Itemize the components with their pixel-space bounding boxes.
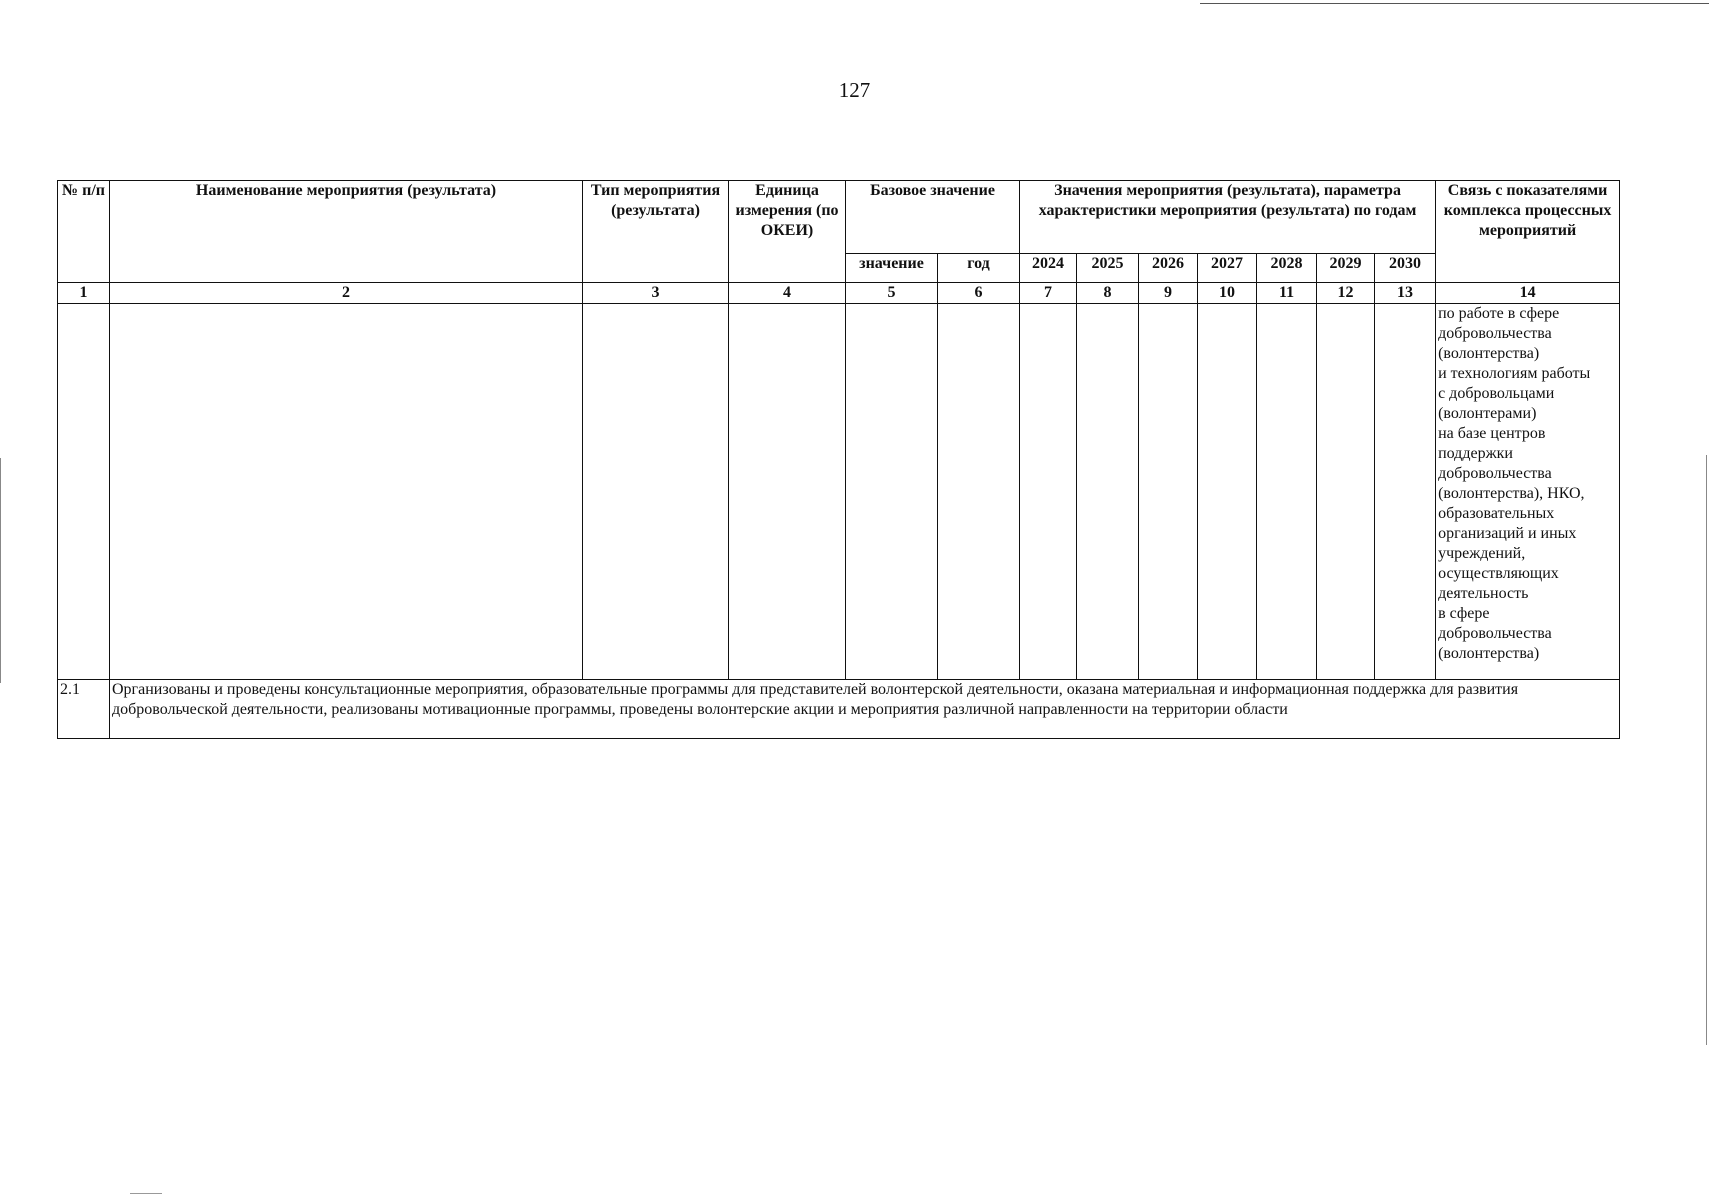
column-number: 12 bbox=[1317, 283, 1375, 304]
empty-cell bbox=[58, 304, 110, 680]
continuation-row bbox=[58, 304, 1620, 680]
header-year: 2029 bbox=[1317, 254, 1375, 283]
column-number: 2 bbox=[110, 283, 583, 304]
empty-cell bbox=[729, 304, 846, 680]
empty-cell bbox=[1375, 304, 1436, 680]
header-base-year: год bbox=[938, 254, 1020, 283]
header-base: Базовое значение bbox=[846, 181, 1020, 254]
header-link: Связь с показателями комплекса процессных мероприятий bbox=[1436, 181, 1620, 283]
header-row bbox=[58, 181, 1620, 254]
column-number: 9 bbox=[1139, 283, 1198, 304]
column-number: 1 bbox=[58, 283, 110, 304]
column-number: 7 bbox=[1020, 283, 1077, 304]
section-description: Организованы и проведены консультационные мероприятия, образовательные программы для представителей волонтерской деятельности, оказана материальная и информационная поддержка для развития добровольческой деятельности, реализованы мотивационные программы, проведены волонтерские акции и мероприятия различной направленности на территории области bbox=[110, 680, 1620, 739]
column-number: 14 bbox=[1436, 283, 1620, 304]
column-number: 3 bbox=[583, 283, 729, 304]
header-year: 2028 bbox=[1257, 254, 1317, 283]
empty-cell bbox=[1020, 304, 1077, 680]
column-number: 11 bbox=[1257, 283, 1317, 304]
link-cell: по работе в сфере добровольчества (волонтерства) и технологиям работы с добровольцами (волонтерами) на базе центров поддержки добровольчества (волонтерства), НКО, образовательных организаций и иных учреждений, осуществляющих деятельность в сфере добровольчества (волонтерства) bbox=[1436, 304, 1620, 680]
empty-cell bbox=[846, 304, 938, 680]
scan-mark bbox=[130, 1193, 162, 1194]
empty-cell bbox=[938, 304, 1020, 680]
empty-cell bbox=[1077, 304, 1139, 680]
header-num: № п/п bbox=[58, 181, 110, 283]
empty-cell bbox=[1139, 304, 1198, 680]
column-number: 13 bbox=[1375, 283, 1436, 304]
measures-table bbox=[57, 180, 1620, 739]
column-number: 10 bbox=[1198, 283, 1257, 304]
column-number: 5 bbox=[846, 283, 938, 304]
header-year: 2030 bbox=[1375, 254, 1436, 283]
column-number: 4 bbox=[729, 283, 846, 304]
empty-cell bbox=[583, 304, 729, 680]
column-number: 6 bbox=[938, 283, 1020, 304]
header-year: 2026 bbox=[1139, 254, 1198, 283]
header-year: 2024 bbox=[1020, 254, 1077, 283]
header-base-value: значение bbox=[846, 254, 938, 283]
header-type: Тип мероприятия (результата) bbox=[583, 181, 729, 283]
section-row bbox=[58, 680, 1620, 739]
scan-edge-line bbox=[0, 458, 1, 683]
section-number: 2.1 bbox=[58, 680, 110, 739]
scan-edge-line bbox=[1706, 455, 1707, 1045]
empty-cell bbox=[1317, 304, 1375, 680]
header-year: 2025 bbox=[1077, 254, 1139, 283]
empty-cell bbox=[1257, 304, 1317, 680]
header-values: Значения мероприятия (результата), параметра характеристики мероприятия (результата) по годам bbox=[1020, 181, 1436, 254]
column-number-row bbox=[58, 283, 1620, 304]
page-number: 127 bbox=[838, 78, 871, 102]
scan-edge-line bbox=[1200, 3, 1709, 4]
header-unit: Единица измерения (по ОКЕИ) bbox=[729, 181, 846, 283]
column-number: 8 bbox=[1077, 283, 1139, 304]
header-name: Наименование мероприятия (результата) bbox=[110, 181, 583, 283]
empty-cell bbox=[110, 304, 583, 680]
empty-cell bbox=[1198, 304, 1257, 680]
header-year: 2027 bbox=[1198, 254, 1257, 283]
